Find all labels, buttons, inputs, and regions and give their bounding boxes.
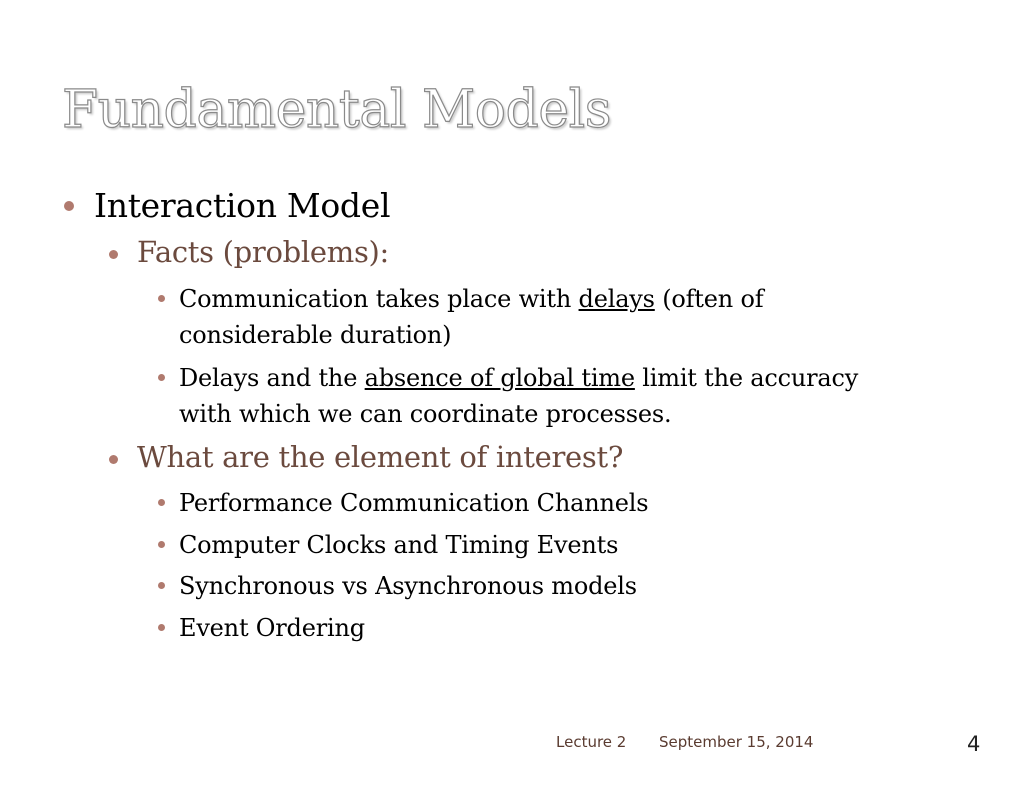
bullet-icon bbox=[158, 624, 165, 631]
bullet-icon bbox=[158, 541, 165, 548]
bullet-icon bbox=[109, 250, 118, 259]
subheading-facts: Facts (problems): bbox=[137, 235, 390, 269]
fact-text: limit the accuracy bbox=[634, 364, 859, 392]
interest-item: Synchronous vs Asynchronous models bbox=[179, 572, 637, 600]
interest-item: Event Ordering bbox=[179, 614, 365, 642]
footer-date: September 15, 2014 bbox=[659, 733, 814, 751]
bullet-icon bbox=[158, 499, 165, 506]
bullet-interaction-model: Interaction Model bbox=[94, 186, 391, 225]
bullet-icon bbox=[158, 295, 165, 302]
fact-text: (often of bbox=[654, 285, 764, 313]
fact-text: Delays and the bbox=[179, 364, 365, 392]
interest-item: Computer Clocks and Timing Events bbox=[179, 531, 619, 559]
global-time-link[interactable]: absence of global time bbox=[364, 364, 635, 392]
bullet-icon bbox=[64, 201, 74, 211]
bullet-icon bbox=[109, 455, 118, 464]
fact-text: Communication takes place with bbox=[179, 285, 579, 313]
footer-lecture: Lecture 2 bbox=[556, 733, 627, 751]
bullet-icon bbox=[158, 582, 165, 589]
bullet-icon bbox=[158, 374, 165, 381]
delays-link[interactable]: delays bbox=[578, 285, 655, 313]
fact-absence-global-time bbox=[179, 360, 858, 396]
page-number: 4 bbox=[967, 732, 981, 756]
fact-communication-delays bbox=[179, 281, 763, 317]
fact-communication-delays-line2: considerable duration) bbox=[179, 321, 452, 349]
subheading-interest: What are the element of interest? bbox=[137, 440, 624, 474]
fact-absence-global-time-line2: with which we can coordinate processes. bbox=[179, 400, 672, 428]
slide-title: Fundamental Models bbox=[62, 80, 611, 140]
interest-item: Performance Communication Channels bbox=[179, 489, 649, 517]
